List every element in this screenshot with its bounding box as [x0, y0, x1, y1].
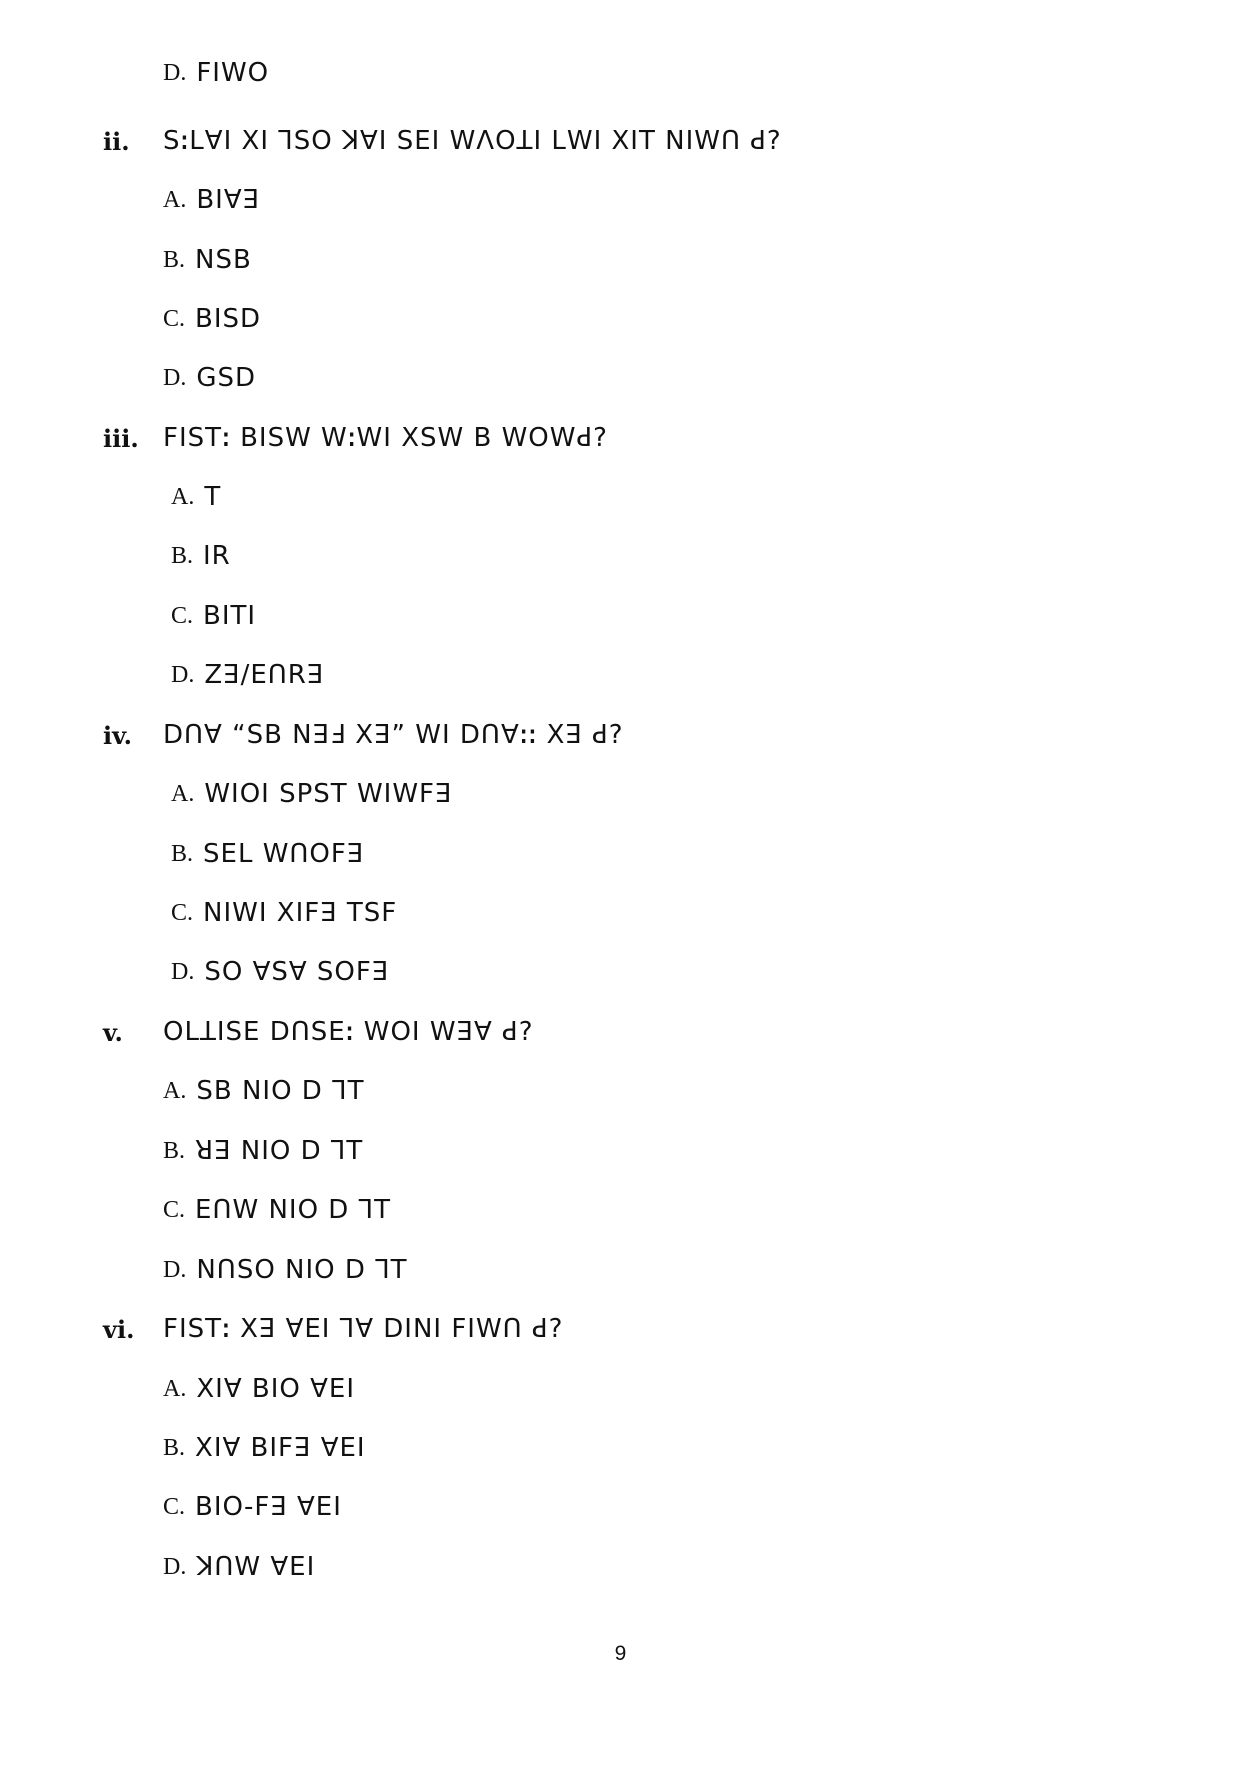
- option-text: ꓔ: [204, 482, 222, 512]
- option-letter: C.: [163, 305, 186, 332]
- option-text: ꓫꓲꓯ ꓐꓲꓳ ꓯꓰꓲ: [196, 1374, 355, 1404]
- option-text: ꓐꓲꓢꓓ: [195, 304, 262, 334]
- option-letter: B.: [163, 1434, 186, 1461]
- option-letter: C.: [163, 1196, 186, 1223]
- option-text: ꓐꓲꓳ-ꓝꓱ ꓯꓰꓲ: [195, 1492, 342, 1522]
- option-letter: D.: [163, 1553, 187, 1580]
- option-text: ꓐꓲꓯꓱ: [196, 185, 261, 215]
- option-text: ꓠꓵꓢꓳ ꓠꓲꓳ ꓓ ꓶꓔ: [196, 1255, 408, 1285]
- option-text: ꓝꓲꓪꓳ: [196, 58, 270, 88]
- option-letter: A.: [163, 186, 187, 213]
- option-text: ꓠꓲꓪꓲ ꓫꓲꓝꓱ ꓔꓢꓝ: [203, 898, 398, 928]
- question-text: ꓢꓽꓡꓯꓲ ꓫꓲ ꓶꓢꓳ ꓘꓯꓲ ꓢꓰꓲ ꓪꓥꓳꓕꓲ ꓡꓪꓲ ꓫꓲꓔ ꓠꓲꓪꓵ ꓒ?: [163, 126, 782, 156]
- option-letter: B.: [171, 840, 194, 867]
- question-text: ꓝꓲꓢꓔꓽ ꓫꓱ ꓯꓰꓲ ꓶꓯ ꓓꓲꓠꓲ ꓝꓲꓪꓵ ꓒ?: [163, 1314, 564, 1344]
- option-text: ꓘꓵꓪ ꓯꓰꓲ: [196, 1552, 316, 1582]
- option-letter: A.: [171, 780, 195, 807]
- option-text: ꓫꓲꓯ ꓐꓲꓝꓱ ꓯꓰꓲ: [195, 1433, 366, 1463]
- option-text: ꓪꓲꓳꓲ ꓢꓑꓢꓔ ꓪꓲꓪꓝꓱ: [204, 779, 453, 809]
- option-letter: A.: [171, 483, 195, 510]
- option-letter: A.: [163, 1077, 187, 1104]
- option-text: ꓠꓢꓐ: [195, 245, 252, 275]
- option-text: ꓰꓵꓪ ꓠꓲꓳ ꓓ ꓶꓔ: [195, 1195, 391, 1225]
- option-letter: D.: [163, 364, 187, 391]
- page-number: 9: [614, 1642, 627, 1665]
- question-text: ꓓꓵꓯ “ꓢꓐ ꓠꓱꓞ ꓫꓱ” ꓪꓲ ꓓꓵꓯꓽꓽ ꓫꓱ ꓒ?: [163, 720, 624, 750]
- question-number: vi.: [103, 1314, 135, 1344]
- option-text: ꓜꓱ/ꓰꓵꓣꓱ: [204, 660, 325, 690]
- option-text: ꓤꓱ ꓠꓲꓳ ꓓ ꓶꓔ: [195, 1136, 364, 1166]
- option-letter: C.: [171, 602, 194, 629]
- option-letter: A.: [163, 1375, 187, 1402]
- question-number: iv.: [103, 720, 133, 750]
- option-letter: D.: [163, 59, 187, 86]
- option-text: ꓖꓢꓓ: [196, 363, 257, 393]
- option-letter: B.: [163, 246, 186, 273]
- question-number: ii.: [103, 126, 130, 156]
- option-text: ꓢꓳ ꓯꓢꓯ ꓢꓳꓝꓱ: [204, 957, 390, 987]
- option-letter: B.: [171, 542, 194, 569]
- option-letter: C.: [163, 1493, 186, 1520]
- option-letter: C.: [171, 899, 194, 926]
- question-text: ꓳꓡꓕꓲꓢꓰ ꓓꓵꓢꓰꓽ ꓪꓳꓲ ꓪꓱꓯ ꓒ?: [163, 1017, 534, 1047]
- option-text: ꓲꓣ: [203, 541, 231, 571]
- option-letter: B.: [163, 1137, 186, 1164]
- question-number: iii.: [103, 423, 139, 453]
- option-letter: D.: [171, 661, 195, 688]
- option-text: ꓐꓲꓔꓲ: [203, 601, 257, 631]
- option-letter: D.: [171, 958, 195, 985]
- option-text: ꓢꓐ ꓠꓲꓳ ꓓ ꓶꓔ: [196, 1076, 365, 1106]
- option-letter: D.: [163, 1256, 187, 1283]
- question-text: ꓝꓲꓢꓔꓽ ꓐꓲꓢꓪ ꓪꓽꓪꓲ ꓫꓢꓪ ꓐ ꓪꓳꓪꓒ?: [163, 423, 608, 453]
- option-text: ꓢꓰꓡ ꓪꓵꓳꓝꓱ: [203, 839, 365, 869]
- question-number: v.: [103, 1017, 123, 1047]
